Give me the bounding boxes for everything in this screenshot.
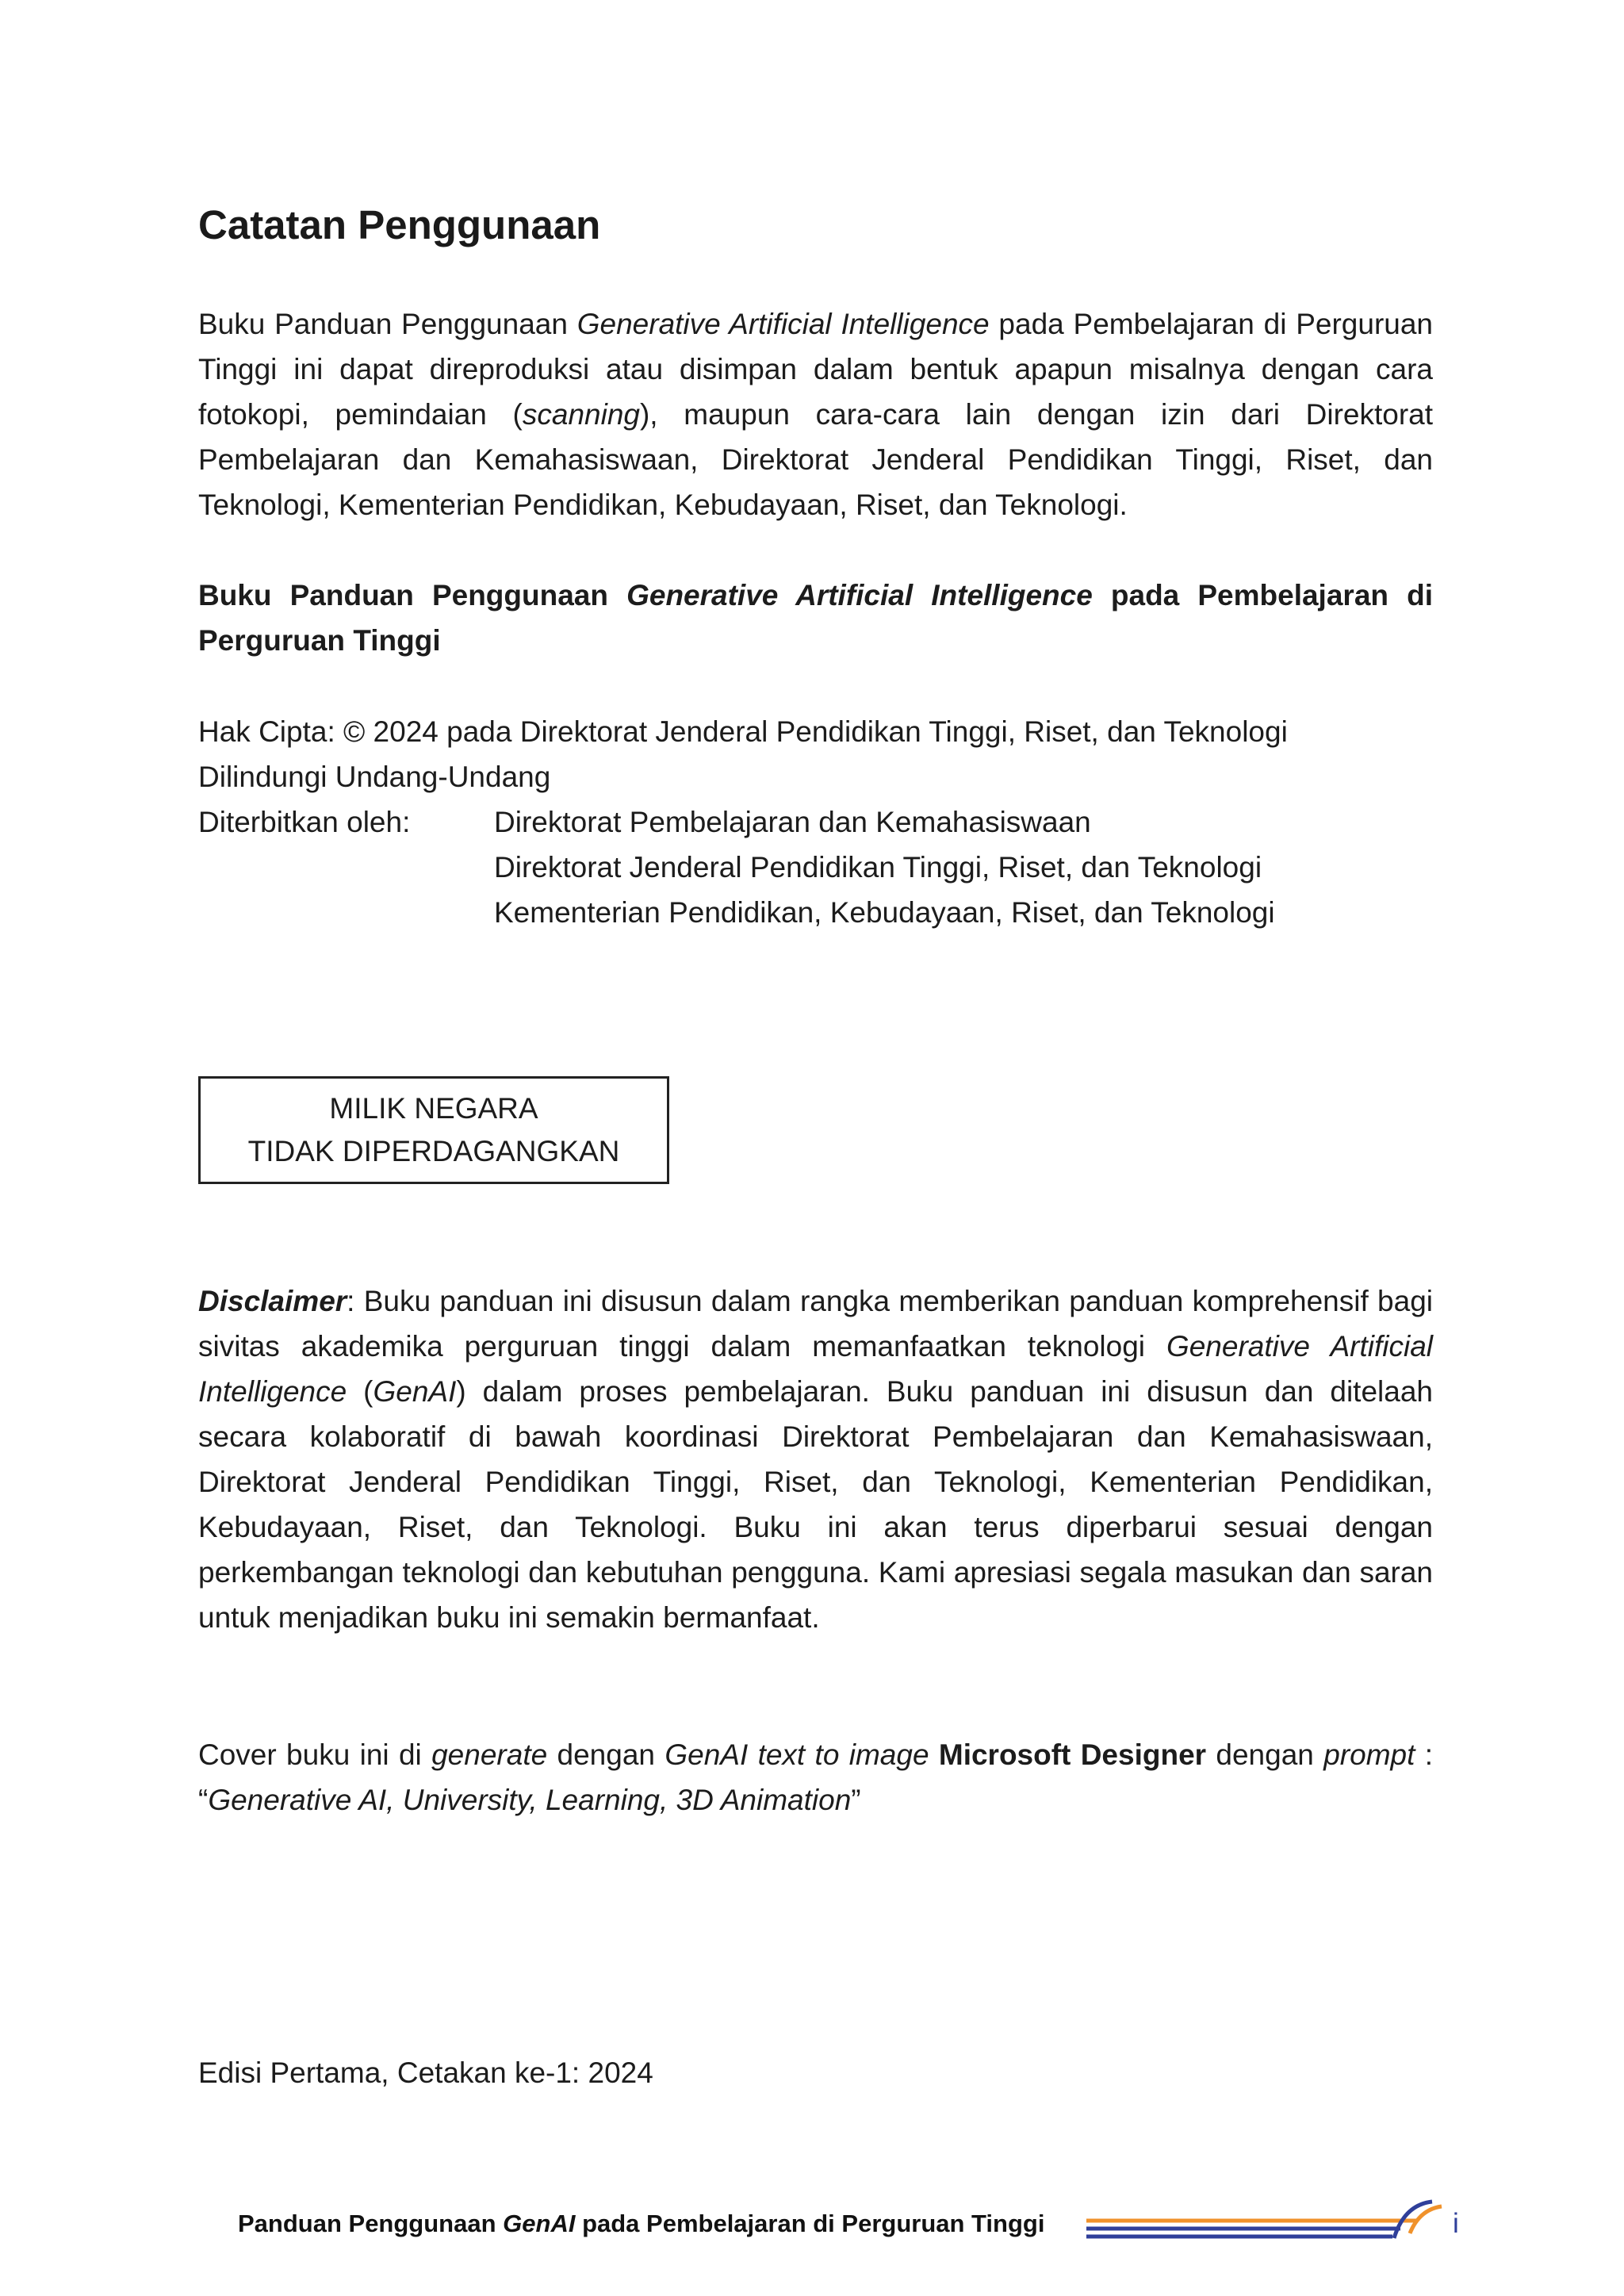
page-number: i	[1453, 2208, 1459, 2239]
page-title: Catatan Penggunaan	[198, 202, 601, 247]
book-title-paragraph: Buku Panduan Penggunaan Generative Artificial Intelligence pada Pembelajaran di Perguruan Tinggi	[198, 579, 1433, 657]
publisher-name: Direktorat Pembelajaran dan Kemahasiswaan	[494, 806, 1091, 838]
publisher-row	[198, 799, 1433, 845]
state-property-line: MILIK NEGARA	[329, 1092, 538, 1125]
copyright-block	[198, 709, 1433, 935]
protected-line: Dilindungi Undang-Undang	[198, 761, 551, 793]
footer-stripes-graphic	[1083, 2197, 1448, 2244]
disclaimer-label: Disclaimer	[198, 1285, 347, 1317]
cover-credit-paragraph: Cover buku ini di generate dengan GenAI text to image Microsoft Designer dengan prompt : “Generative AI, University, Learning, 3D Animation”	[198, 1738, 1433, 1816]
footer-running-title: Panduan Penggunaan GenAI pada Pembelajaran di Perguruan Tinggi	[238, 2210, 1045, 2237]
state-property-box	[198, 1076, 669, 1184]
publisher-label: Diterbitkan oleh:	[198, 806, 411, 838]
usage-paragraph: Buku Panduan Penggunaan Generative Artificial Intelligence pada Pembelajaran di Perguruan Tinggi ini dapat direproduksi atau disimpan dalam bentuk apapun misalnya dengan cara fotokopi, pemindaian (scanning), maupun cara-cara lain dengan izin dari Direktorat Pembelajaran dan Kemahasiswaan, Direktorat Jenderal Pendidikan Tinggi, Riset, dan Teknologi, Kementerian Pendidikan, Kebudayaan, Riset, dan Teknologi.	[198, 308, 1433, 521]
publisher-name: Kementerian Pendidikan, Kebudayaan, Riset, dan Teknologi	[494, 896, 1275, 929]
copyright-line: Hak Cipta: © 2024 pada Direktorat Jenderal Pendidikan Tinggi, Riset, dan Teknologi	[198, 715, 1288, 748]
disclaimer-paragraph: Disclaimer: Buku panduan ini disusun dalam rangka memberikan panduan komprehensif bagi sivitas akademika perguruan tinggi dalam memanfaatkan teknologi Generative Artificial Intelligence (GenAI) dalam proses pembelajaran. Buku panduan ini disusun dan ditelaah secara kolaboratif di bawah koordinasi Direktorat Pembelajaran dan Kemahasiswaan, Direktorat Jenderal Pendidikan Tinggi, Riset, dan Teknologi, Kementerian Pendidikan, Kebudayaan, Riset, dan Teknologi. Buku ini akan terus diperbarui sesuai dengan perkembangan teknologi dan kebutuhan pengguna. Kami apresiasi segala masukan dan saran untuk menjadikan buku ini semakin bermanfaat.	[198, 1285, 1433, 1634]
edition-line: Edisi Pertama, Cetakan ke-1: 2024	[198, 2056, 653, 2089]
not-for-sale-line: TIDAK DIPERDAGANGKAN	[247, 1135, 620, 1167]
publisher-name: Direktorat Jenderal Pendidikan Tinggi, Riset, dan Teknologi	[494, 851, 1262, 884]
